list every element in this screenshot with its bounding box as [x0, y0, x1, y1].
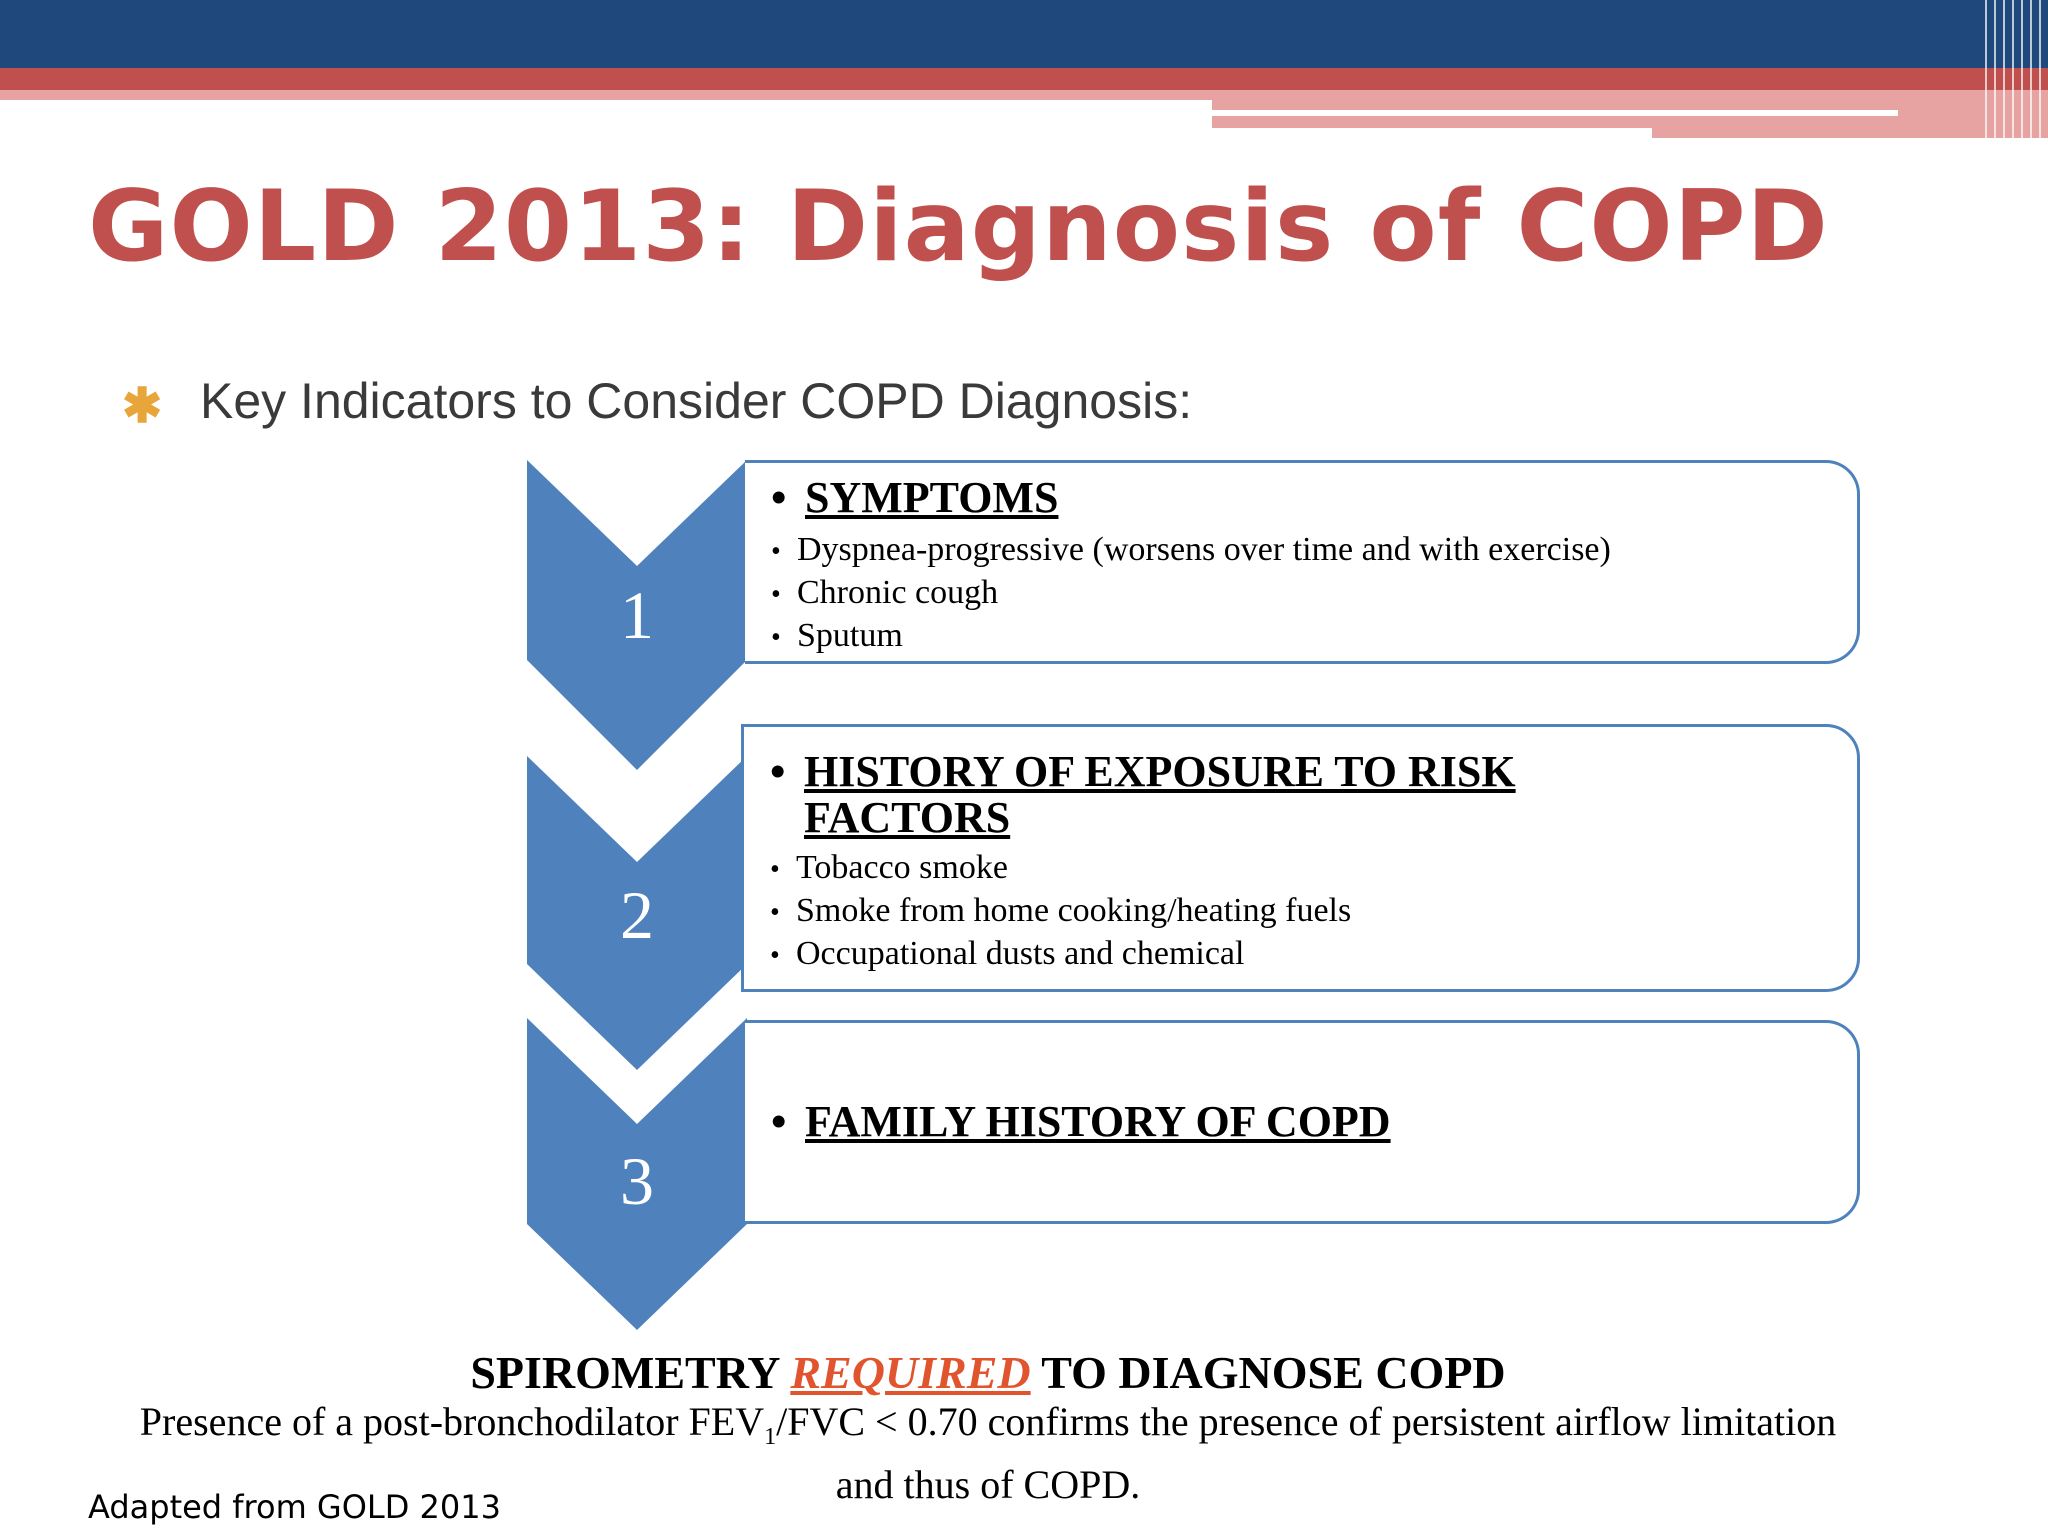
spirometry-before: SPIROMETRY	[470, 1347, 779, 1398]
presence-part2: /FVC < 0.70 confirms the presence of persistent airflow limitation and thus of COPD.	[776, 1399, 1837, 1507]
step-number-1: 1	[620, 577, 654, 653]
list-item: • Dyspnea-progressive (worsens over time and with exercise)	[771, 529, 1611, 572]
slide-title: GOLD 2013: Diagnosis of COPD	[88, 170, 1829, 284]
card-items	[771, 529, 1611, 658]
card-items	[770, 847, 1351, 976]
step-card-exposure	[741, 724, 1860, 992]
spirometry-statement	[0, 1346, 1976, 1399]
spirometry-after: TO DIAGNOSE COPD	[1041, 1347, 1506, 1398]
presence-subscript: 1	[764, 1424, 777, 1450]
list-item: • Smoke from home cooking/heating fuels	[770, 890, 1351, 933]
step-card-symptoms	[745, 460, 1860, 664]
list-item: • Occupational dusts and chemical	[770, 933, 1351, 976]
card-heading: • FAMILY HISTORY OF COPD	[771, 1097, 1391, 1146]
source-footer: Adapted from GOLD 2013	[88, 1488, 501, 1526]
step-card-family-history	[745, 1020, 1860, 1224]
card-heading: • HISTORY OF EXPOSURE TO RISK FACTORS	[770, 747, 1516, 842]
heading-text: FAMILY HISTORY OF COPD	[805, 1097, 1391, 1146]
step-number-3: 3	[620, 1143, 654, 1219]
step-number-2: 2	[620, 877, 654, 953]
asterisk-bullet-icon: ✱	[122, 380, 163, 433]
spirometry-required: REQUIRED	[790, 1347, 1031, 1398]
list-item: • Sputum	[771, 615, 1611, 658]
list-item: • Tobacco smoke	[770, 847, 1351, 890]
heading-text: SYMPTOMS	[805, 473, 1059, 522]
key-indicators-heading: Key Indicators to Consider COPD Diagnosis:	[200, 373, 1193, 429]
heading-text: HISTORY OF EXPOSURE TO RISK	[804, 747, 1516, 796]
card-heading: • SYMPTOMS	[771, 473, 1059, 522]
heading-text-line2: FACTORS	[804, 793, 1011, 842]
list-item: • Chronic cough	[771, 572, 1611, 615]
presence-part1: Presence of a post-bronchodilator FEV	[139, 1399, 765, 1444]
